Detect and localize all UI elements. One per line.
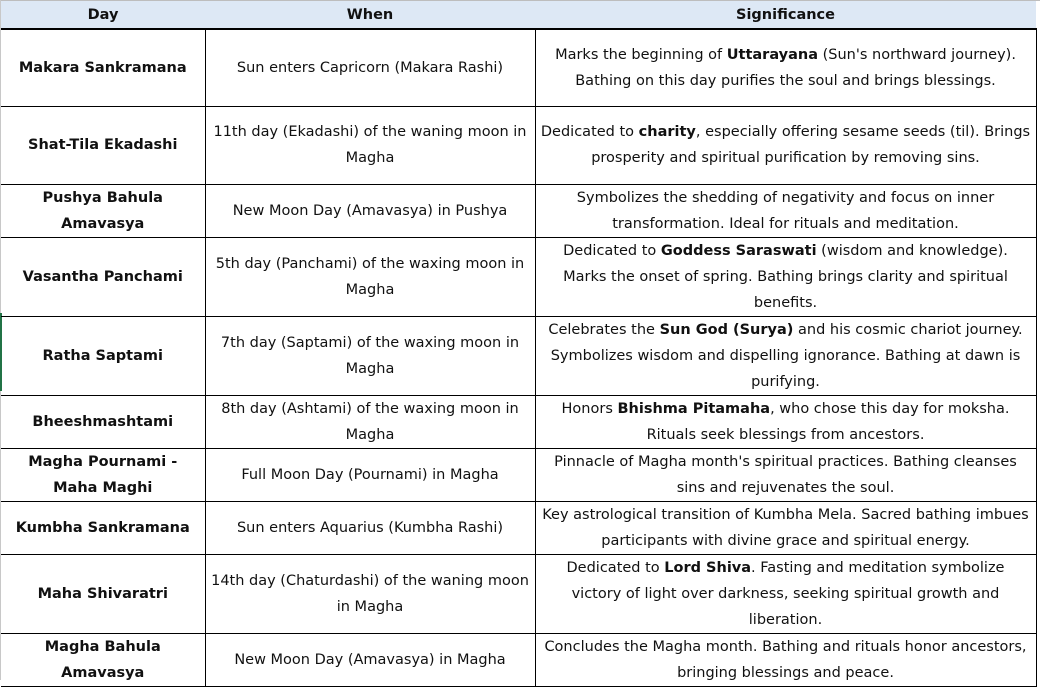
significance-text: (wisdom and knowledge). Marks the onset of spring. Bathing brings clarity and spiritual benefits. (563, 242, 1008, 311)
cell-when[interactable]: Sun enters Capricorn (Makara Rashi) (205, 29, 535, 106)
cell-significance[interactable] (535, 395, 1036, 448)
cell-significance[interactable] (535, 29, 1036, 106)
cell-significance[interactable] (535, 501, 1036, 554)
cell-when[interactable]: Full Moon Day (Pournami) in Magha (205, 448, 535, 501)
significance-text: Pinnacle of Magha month's spiritual practices. Bathing cleanses sins and rejuvenates the soul. (554, 453, 1017, 496)
cell-significance[interactable] (535, 106, 1036, 184)
cell-significance[interactable] (535, 554, 1036, 633)
cell-when[interactable]: Sun enters Aquarius (Kumbha Rashi) (205, 501, 535, 554)
significance-text: Celebrates the (548, 321, 660, 338)
significance-text: Concludes the Magha month. Bathing and rituals honor ancestors, bringing blessings and peace. (544, 638, 1027, 681)
table-row (1, 448, 1036, 501)
table-row (1, 633, 1036, 686)
cell-when[interactable]: 14th day (Chaturdashi) of the waning moon in Magha (205, 554, 535, 633)
significance-text: Dedicated to (566, 559, 665, 576)
table-row (1, 237, 1036, 316)
significance-text: (Sun's northward journey). Bathing on this day purifies the soul and brings blessings. (575, 46, 1016, 89)
cell-day[interactable]: Shat-Tila Ekadashi (1, 106, 205, 184)
cell-day[interactable]: Magha Pournami - Maha Maghi (1, 448, 205, 501)
cell-when[interactable]: 8th day (Ashtami) of the waxing moon in Magha (205, 395, 535, 448)
cell-significance[interactable] (535, 448, 1036, 501)
table-row (1, 395, 1036, 448)
cell-significance[interactable] (535, 633, 1036, 686)
significance-text: Key astrological transition of Kumbha Mela. Sacred bathing imbues participants with divine grace and spiritual energy. (542, 506, 1029, 549)
cell-day[interactable]: Makara Sankramana (1, 29, 205, 106)
significance-text: , who chose this day for moksha. Rituals seek blessings from ancestors. (646, 400, 1010, 443)
table-body (1, 29, 1036, 686)
significance-emphasis: Sun God (Surya) (659, 321, 794, 338)
table-row (1, 106, 1036, 184)
festival-table (1, 1, 1037, 687)
header-row (1, 1, 1036, 29)
significance-text: . Fasting and meditation symbolize victory of light over darkness, seeking spiritual growth and liberation. (571, 559, 1005, 628)
cell-day[interactable]: Maha Shivaratri (1, 554, 205, 633)
header-day[interactable]: Day (1, 1, 205, 29)
cell-when[interactable]: New Moon Day (Amavasya) in Magha (205, 633, 535, 686)
cell-when[interactable]: 7th day (Saptami) of the waxing moon in Magha (205, 316, 535, 395)
significance-text: Dedicated to (563, 242, 661, 259)
cell-day[interactable]: Pushya Bahula Amavasya (1, 184, 205, 237)
table-row (1, 29, 1036, 106)
significance-text: , especially offering sesame seeds (til). Brings prosperity and spiritual purification by removing sins. (591, 124, 1031, 166)
cell-day[interactable]: Vasantha Panchami (1, 237, 205, 316)
cell-when[interactable]: 11th day (Ekadashi) of the waning moon in Magha (205, 106, 535, 184)
table-row (1, 184, 1036, 237)
significance-emphasis: charity (638, 124, 696, 140)
cell-significance[interactable] (535, 316, 1036, 395)
significance-text: and his cosmic chariot journey. Symbolizes wisdom and dispelling ignorance. Bathing at dawn is purifying. (550, 321, 1023, 390)
significance-emphasis: Lord Shiva (664, 559, 752, 576)
cell-when[interactable]: New Moon Day (Amavasya) in Pushya (205, 184, 535, 237)
significance-text: Dedicated to (540, 124, 639, 140)
cell-day[interactable]: Kumbha Sankramana (1, 501, 205, 554)
significance-emphasis: Bhishma Pitamaha (617, 400, 771, 417)
cell-day[interactable]: Ratha Saptami (1, 316, 205, 395)
table-row (1, 316, 1036, 395)
significance-emphasis: Uttarayana (726, 46, 819, 63)
cell-day[interactable]: Bheeshmashtami (1, 395, 205, 448)
significance-text: Honors (561, 400, 618, 417)
significance-text: Marks the beginning of (555, 46, 727, 63)
significance-text: Symbolizes the shedding of negativity and focus on inner transformation. Ideal for rituals and meditation. (576, 189, 995, 232)
cell-significance[interactable] (535, 184, 1036, 237)
cell-day[interactable]: Magha Bahula Amavasya (1, 633, 205, 686)
cell-when[interactable]: 5th day (Panchami) of the waxing moon in Magha (205, 237, 535, 316)
table-row (1, 501, 1036, 554)
cell-significance[interactable] (535, 237, 1036, 316)
header-when[interactable]: When (205, 1, 535, 29)
table-row (1, 554, 1036, 633)
header-significance[interactable]: Significance (535, 1, 1036, 29)
significance-emphasis: Goddess Saraswati (660, 242, 817, 259)
